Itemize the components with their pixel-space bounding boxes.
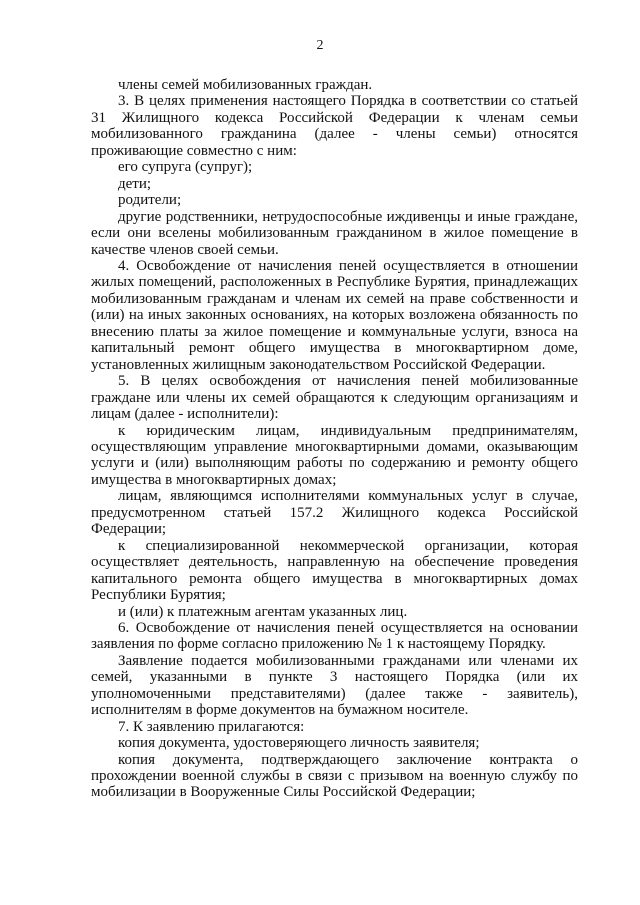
paragraph-5: родители; — [118, 192, 182, 209]
page-number: 2 — [316, 38, 324, 53]
paragraph-11: к специализированной некоммерческой организации, которая осуществляет деятельность, направленную на обеспечение проведения капитального ремонта общего имущества в многоквартирных домах Республики Бурятия; — [91, 537, 578, 604]
paragraph-17: копия документа, подтверждающего заключение контракта о прохождении военной службы в связи с призывом на военную службу по мобилизации в Вооруженные Силы Российской Федерации; — [91, 751, 578, 801]
paragraph-1: члены семей мобилизованных граждан. — [118, 77, 373, 93]
paragraph-8: 5. В целях освобождения от начисления пеней мобилизованные граждане или члены их семей обращаются к следующим организациям и лицам (далее - исполнители): — [91, 373, 578, 423]
paragraph-10: лицам, являющимся исполнителями коммунальных услуг в случае, предусмотренном статьей 157.2 Жилищного кодекса Российской Федерации; — [91, 488, 578, 538]
paragraph-13: 6. Освобождение от начисления пеней осуществляется на основании заявления по форме согласно приложению № 1 к настоящему Порядку. — [91, 619, 578, 653]
paragraph-12: и (или) к платежным агентам указанных лиц. — [118, 603, 408, 620]
paragraph-7: 4. Освобождение от начисления пеней осуществляется в отношении жилых помещений, расположенных в Республике Бурятия, принадлежащих мобилизованным гражданам и членам их семей на праве собственности и (или) на иных законных основаниях, на которых возложена обязанность по внесению платы за жилое помещение и коммунальные услуги, взноса на капитальный ремонт общего имущества в многоквартирном доме, установленных жилищным законодательством Российской Федерации. — [91, 257, 578, 373]
paragraph-16: копия документа, удостоверяющего личность заявителя; — [118, 735, 480, 752]
paragraph-6: другие родственники, нетрудоспособные иждивенцы и иные граждане, если они вселены мобилизованным гражданином в жилое помещение в качестве членов своей семьи. — [91, 208, 578, 258]
paragraph-15: 7. К заявлению прилагаются: — [118, 718, 305, 735]
paragraph-3: его супруга (супруг); — [118, 159, 253, 176]
paragraph-14: Заявление подается мобилизованными гражданами или членами их семей, указанными в пункте 3 настоящего Порядка (или их уполномоченными представителями) (далее также - заявитель), исполнителям в форме документов на бумажном носителе. — [91, 652, 578, 719]
paragraph-2: 3. В целях применения настоящего Порядка в соответствии со статьей 31 Жилищного кодекса Российской Федерации к членам семьи мобилизованного гражданина (далее - члены семьи) относятся проживающие совместно с ним: — [91, 93, 578, 159]
paragraph-4: дети; — [118, 175, 152, 192]
paragraph-9: к юридическим лицам, индивидуальным предпринимателям, осуществляющим управление многоквартирными домами, оказывающим услуги и (или) выполняющим работы по содержанию и ремонту общего имущества в многоквартирных домах; — [91, 422, 578, 488]
document-body — [91, 77, 578, 801]
